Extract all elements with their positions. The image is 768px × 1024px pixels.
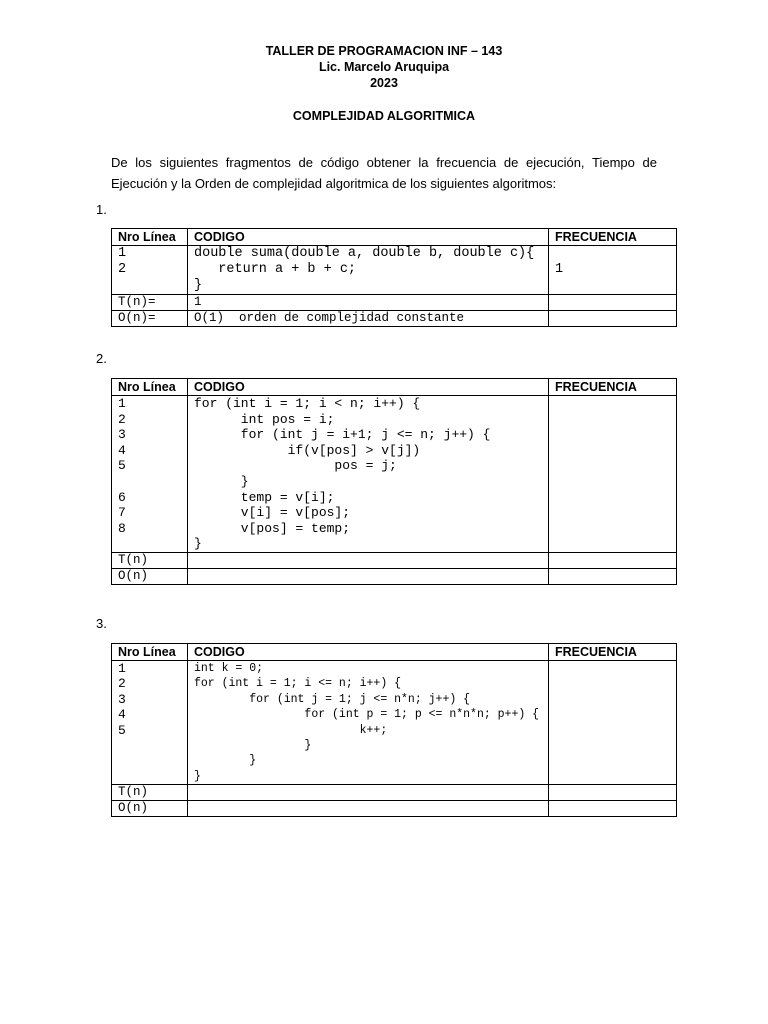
code-line: } (194, 536, 202, 552)
column-header-line: Nro Línea (112, 229, 188, 246)
code-cell (188, 246, 549, 295)
exercise-table-2 (111, 378, 677, 585)
code-line: double suma(double a, double b, double c){ (194, 246, 535, 261)
cell-line: 5 (118, 458, 126, 474)
tn-value[interactable] (188, 552, 549, 568)
column-header-frequency: FRECUENCIA (549, 229, 677, 246)
code-row (112, 661, 677, 785)
cell-line: 1 (118, 661, 126, 676)
cell-line (118, 738, 181, 753)
on-frequency (549, 801, 677, 817)
document-title: COMPLEJIDAD ALGORITMICA (292, 109, 476, 123)
cell-line: 1 (118, 396, 126, 411)
exercise-number: 2. (96, 351, 107, 366)
code-line: for (int j = i+1; j <= n; j++) { (194, 427, 491, 443)
tn-frequency (549, 785, 677, 801)
tn-frequency (549, 295, 677, 311)
cell-line (118, 769, 181, 784)
cell-line: 2 (118, 262, 127, 277)
code-line: } (194, 278, 203, 293)
column-header-frequency: FRECUENCIA (549, 644, 677, 661)
code-line: } (194, 769, 201, 783)
code-line: for (int j = 1; j <= n*n; j++) { (194, 692, 471, 706)
line-numbers-cell (112, 661, 188, 785)
code-line: } (194, 739, 312, 753)
cell-line (555, 246, 670, 262)
line-numbers-cell (112, 246, 188, 295)
cell-line: 3 (118, 691, 126, 707)
cell-line (118, 753, 181, 768)
code-line: v[pos] = temp; (194, 520, 351, 536)
cell-line: 8 (118, 520, 126, 536)
code-line: for (int i = 1; i <= n; i++) { (194, 677, 402, 691)
instructor-name: Lic. Marcelo Aruquipa (318, 60, 450, 74)
on-value[interactable] (188, 801, 549, 817)
cell-line: 4 (118, 707, 126, 723)
order-row (112, 311, 677, 327)
code-line: int pos = i; (194, 411, 335, 427)
cell-line: 7 (118, 505, 126, 521)
cell-line: 1 (118, 246, 127, 261)
code-line: int k = 0; (194, 662, 264, 675)
column-header-frequency: FRECUENCIA (549, 379, 677, 396)
code-cell (188, 661, 549, 785)
on-frequency (549, 311, 677, 327)
cell-line: 3 (118, 427, 126, 443)
code-line: temp = v[i]; (194, 489, 335, 505)
code-line: } (194, 473, 249, 489)
cell-line (118, 278, 181, 294)
table-header-row (112, 379, 677, 396)
on-value: O(1) orden de complejidad constante (188, 311, 549, 327)
exercise-number: 3. (96, 616, 107, 631)
on-frequency (549, 568, 677, 584)
course-title: TALLER DE PROGRAMACION INF – 143 (265, 44, 503, 58)
exercise-table-3 (111, 643, 677, 817)
time-row (112, 295, 677, 311)
table-header-row (112, 229, 677, 246)
time-row (112, 785, 677, 801)
on-label: O(n) (112, 801, 188, 817)
code-line: } (194, 754, 257, 768)
code-line: if(v[pos] > v[j]) (194, 442, 421, 458)
tn-value: 1 (188, 295, 549, 311)
code-line: return a + b + c; (194, 262, 357, 277)
instructions-paragraph: De los siguientes fragmentos de código obtener la frecuencia de ejecución, Tiempo de Ejecución y la Orden de complejidad algoritmica de los siguientes algoritmos: (111, 155, 657, 191)
cell-line (118, 536, 181, 552)
tn-value[interactable] (188, 785, 549, 801)
tn-frequency (549, 552, 677, 568)
code-line: k++; (194, 723, 388, 737)
code-row (112, 396, 677, 553)
cell-line (118, 474, 181, 490)
cell-line (555, 278, 670, 294)
code-line: v[i] = v[pos]; (194, 505, 351, 521)
column-header-code: CODIGO (188, 644, 549, 661)
tn-label: T(n) (112, 552, 188, 568)
table-header-row (112, 644, 677, 661)
order-row (112, 568, 677, 584)
frequency-cell[interactable] (549, 396, 677, 553)
cell-line: 1 (555, 262, 564, 277)
column-header-code: CODIGO (188, 379, 549, 396)
code-line: for (int p = 1; p <= n*n*n; p++) { (194, 708, 540, 722)
tn-label: T(n) (112, 785, 188, 801)
on-label: O(n)= (112, 311, 188, 327)
column-header-line: Nro Línea (112, 379, 188, 396)
cell-line: 2 (118, 411, 126, 427)
frequency-cell[interactable] (549, 661, 677, 785)
frequency-cell (549, 246, 677, 295)
cell-line: 2 (118, 676, 126, 692)
cell-line: 4 (118, 442, 126, 458)
code-line: pos = j; (194, 458, 397, 474)
code-cell (188, 396, 549, 553)
code-line: for (int i = 1; i < n; i++) { (194, 396, 421, 411)
on-value[interactable] (188, 568, 549, 584)
on-label: O(n) (112, 568, 188, 584)
time-row (112, 552, 677, 568)
code-row (112, 246, 677, 295)
cell-line: 5 (118, 722, 126, 738)
year: 2023 (370, 76, 398, 90)
order-row (112, 801, 677, 817)
cell-line: 6 (118, 489, 126, 505)
tn-label: T(n)= (112, 295, 188, 311)
column-header-code: CODIGO (188, 229, 549, 246)
exercise-number: 1. (96, 202, 107, 217)
exercise-table-1 (111, 228, 677, 327)
column-header-line: Nro Línea (112, 644, 188, 661)
line-numbers-cell (112, 396, 188, 553)
